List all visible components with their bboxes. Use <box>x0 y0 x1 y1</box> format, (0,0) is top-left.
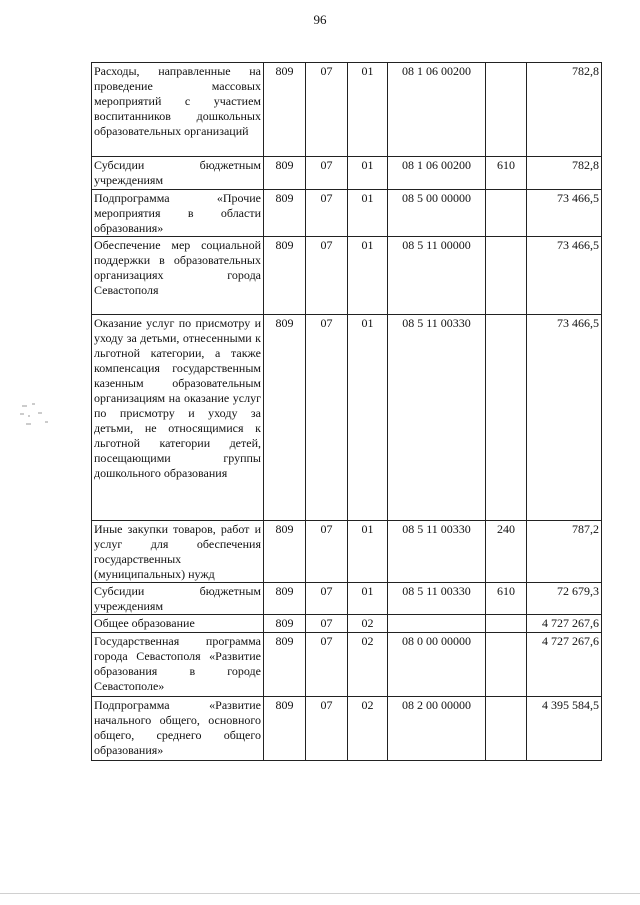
target-article: 08 5 11 00330 <box>388 315 486 521</box>
section-code: 07 <box>306 521 348 583</box>
ministry-code: 809 <box>264 237 306 315</box>
section-code: 07 <box>306 237 348 315</box>
expense-name: Субсидии бюджетным учреждениям <box>92 583 264 615</box>
section-code: 07 <box>306 583 348 615</box>
section-code: 07 <box>306 633 348 697</box>
target-article: 08 5 11 00000 <box>388 237 486 315</box>
amount: 782,8 <box>527 63 602 157</box>
table-row <box>92 63 602 157</box>
table-row <box>92 521 602 583</box>
table-row <box>92 237 602 315</box>
expense-name: Субсидии бюджетным учреждениям <box>92 157 264 190</box>
amount: 72 679,3 <box>527 583 602 615</box>
expense-name: Государственная программа города Севастополя «Развитие образования в городе Севастополе» <box>92 633 264 697</box>
subsection-code: 02 <box>348 697 388 761</box>
ministry-code: 809 <box>264 190 306 237</box>
expense-name: Обеспечение мер социальной поддержки в образовательных организациях города Севастополя <box>92 237 264 315</box>
expense-name: Оказание услуг по присмотру и уходу за детьми, отнесенными к льготной категории, а также компенсация государственным казенным образовательным организациям на оказание услуг по присмотру и уходу за детьми, не относящимися к льготной категории детей, посещающими группы дошкольного образования <box>92 315 264 521</box>
scan-noise-marks <box>18 400 56 430</box>
section-code: 07 <box>306 63 348 157</box>
target-article: 08 1 06 00200 <box>388 63 486 157</box>
subsection-code: 01 <box>348 157 388 190</box>
ministry-code: 809 <box>264 615 306 633</box>
expense-type <box>486 237 527 315</box>
expense-type: 610 <box>486 157 527 190</box>
target-article: 08 2 00 00000 <box>388 697 486 761</box>
subsection-code: 02 <box>348 633 388 697</box>
expense-type <box>486 633 527 697</box>
subsection-code: 02 <box>348 615 388 633</box>
expense-type <box>486 615 527 633</box>
subsection-code: 01 <box>348 521 388 583</box>
expense-type: 610 <box>486 583 527 615</box>
amount: 73 466,5 <box>527 237 602 315</box>
section-code: 07 <box>306 190 348 237</box>
amount: 73 466,5 <box>527 190 602 237</box>
target-article: 08 0 00 00000 <box>388 633 486 697</box>
subsection-code: 01 <box>348 190 388 237</box>
expense-name: Расходы, направленные на проведение массовых мероприятий с участием воспитанников дошкольных образовательных организаций <box>92 63 264 157</box>
table-row <box>92 633 602 697</box>
expense-type <box>486 697 527 761</box>
amount: 782,8 <box>527 157 602 190</box>
target-article: 08 5 11 00330 <box>388 521 486 583</box>
expense-type: 240 <box>486 521 527 583</box>
ministry-code: 809 <box>264 583 306 615</box>
amount: 4 727 267,6 <box>527 615 602 633</box>
expense-type <box>486 190 527 237</box>
table-row <box>92 697 602 761</box>
target-article: 08 5 11 00330 <box>388 583 486 615</box>
amount: 4 727 267,6 <box>527 633 602 697</box>
target-article: 08 1 06 00200 <box>388 157 486 190</box>
section-code: 07 <box>306 157 348 190</box>
section-code: 07 <box>306 697 348 761</box>
ministry-code: 809 <box>264 697 306 761</box>
subsection-code: 01 <box>348 63 388 157</box>
section-code: 07 <box>306 615 348 633</box>
table-row <box>92 157 602 190</box>
table-row <box>92 190 602 237</box>
expense-name: Иные закупки товаров, работ и услуг для обеспечения государственных (муниципальных) нужд <box>92 521 264 583</box>
table-row <box>92 583 602 615</box>
expense-type <box>486 315 527 521</box>
expense-name: Общее образование <box>92 615 264 633</box>
budget-table <box>91 62 602 761</box>
amount: 787,2 <box>527 521 602 583</box>
scan-bottom-line <box>0 893 640 894</box>
amount: 73 466,5 <box>527 315 602 521</box>
expense-type <box>486 63 527 157</box>
expense-name: Подпрограмма «Развитие начального общего, основного общего, среднего общего образования» <box>92 697 264 761</box>
expense-name: Подпрограмма «Прочие мероприятия в области образования» <box>92 190 264 237</box>
ministry-code: 809 <box>264 633 306 697</box>
table-row <box>92 315 602 521</box>
target-article <box>388 615 486 633</box>
subsection-code: 01 <box>348 237 388 315</box>
subsection-code: 01 <box>348 583 388 615</box>
target-article: 08 5 00 00000 <box>388 190 486 237</box>
ministry-code: 809 <box>264 157 306 190</box>
subsection-code: 01 <box>348 315 388 521</box>
table-row <box>92 615 602 633</box>
section-code: 07 <box>306 315 348 521</box>
ministry-code: 809 <box>264 315 306 521</box>
ministry-code: 809 <box>264 521 306 583</box>
amount: 4 395 584,5 <box>527 697 602 761</box>
page-number: 96 <box>313 12 327 27</box>
ministry-code: 809 <box>264 63 306 157</box>
